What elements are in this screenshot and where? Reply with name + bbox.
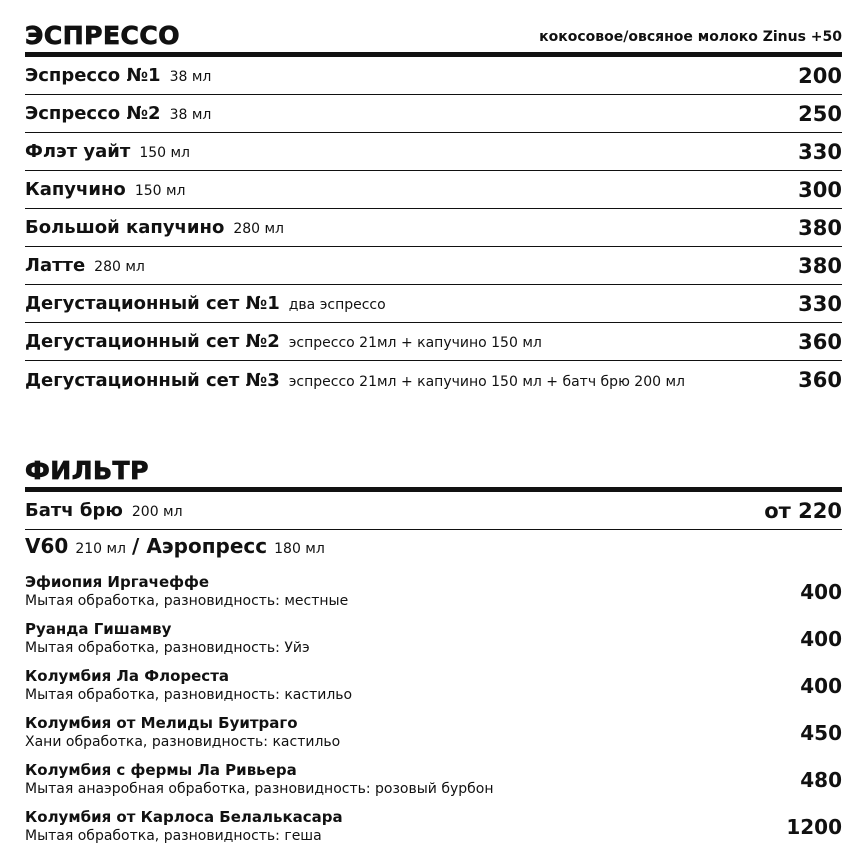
item-volume: эспрессо 21мл + капучино 150 мл + батч брю 200 мл — [288, 373, 685, 390]
item-price: 360 — [798, 329, 842, 354]
bean-item — [25, 803, 842, 850]
bean-description: Мытая обработка, разновидность: кастильо — [25, 687, 353, 703]
item-volume: 280 мл — [233, 221, 285, 237]
bean-item — [25, 709, 842, 756]
espresso-section — [25, 22, 842, 399]
bean-item — [25, 615, 842, 662]
bean-description: Хани обработка, разновидность: кастильо — [25, 734, 341, 750]
v60-label: V60 — [25, 534, 69, 558]
item-price: 380 — [798, 253, 842, 278]
bean-price: 1200 — [786, 814, 842, 839]
bean-price: 400 — [800, 626, 842, 651]
filter-section — [25, 457, 842, 850]
filter-title: ФИЛЬТР — [25, 456, 149, 485]
batch-brew-item — [25, 492, 842, 530]
item-price: от 220 — [764, 498, 842, 523]
bean-name: Колумбия Ла Флореста — [25, 667, 230, 685]
menu-item — [25, 323, 842, 361]
item-price: 360 — [798, 368, 842, 392]
item-name: Большой капучино — [25, 217, 225, 238]
item-name: Эспрессо №1 — [25, 65, 161, 86]
menu-item — [25, 361, 842, 399]
item-price: 330 — [798, 139, 842, 164]
item-volume: два эспрессо — [288, 297, 386, 313]
item-volume: 200 мл — [131, 504, 183, 520]
menu-item — [25, 57, 842, 95]
v60-volume: 210 мл — [75, 541, 126, 557]
item-volume: 38 мл — [169, 107, 212, 123]
bean-item — [25, 756, 842, 803]
item-price: 330 — [798, 291, 842, 316]
item-name: Дегустационный сет №1 — [25, 293, 280, 314]
item-price: 250 — [798, 101, 842, 126]
item-name: Эспрессо №2 — [25, 103, 161, 124]
item-name: Дегустационный сет №2 — [25, 331, 280, 352]
bean-description: Мытая обработка, разновидность: Уйэ — [25, 640, 310, 656]
bean-price: 450 — [800, 720, 842, 745]
bean-name: Эфиопия Иргачеффе — [25, 573, 210, 591]
menu-item — [25, 133, 842, 171]
method-separator: / — [132, 534, 140, 558]
menu-item — [25, 285, 842, 323]
menu-item — [25, 171, 842, 209]
bean-price: 400 — [800, 673, 842, 698]
bean-name: Колумбия от Мелиды Буитраго — [25, 714, 298, 732]
aeropress-volume: 180 мл — [274, 541, 325, 557]
item-name: Дегустационный сет №3 — [25, 369, 280, 391]
bean-item — [25, 568, 842, 615]
bean-name: Колумбия от Карлоса Белалькасара — [25, 808, 343, 826]
bean-name: Руанда Гишамву — [25, 620, 172, 638]
menu-item — [25, 95, 842, 133]
bean-item — [25, 662, 842, 709]
item-volume: 150 мл — [134, 183, 186, 199]
bean-description: Мытая обработка, разновидность: геша — [25, 828, 322, 844]
item-price: 300 — [798, 177, 842, 202]
item-name: Капучино — [25, 179, 126, 200]
item-price: 380 — [798, 215, 842, 240]
item-name: Флэт уайт — [25, 141, 131, 162]
item-name: Батч брю — [25, 500, 123, 521]
bean-description: Мытая обработка, разновидность: местные — [25, 593, 349, 609]
bean-description: Мытая анаэробная обработка, разновидность: розовый бурбон — [25, 781, 494, 797]
aeropress-label: Аэропресс — [146, 534, 268, 558]
brew-methods-heading — [25, 530, 842, 568]
menu-item — [25, 247, 842, 285]
item-volume: 280 мл — [94, 259, 145, 275]
bean-name: Колумбия с фермы Ла Ривьера — [25, 761, 297, 779]
filter-header — [25, 457, 842, 492]
milk-note: кокосовое/овсяное молоко Zinus +50 — [539, 29, 842, 45]
menu-item — [25, 209, 842, 247]
item-price: 200 — [798, 63, 842, 88]
item-name: Латте — [25, 255, 86, 276]
espresso-title: ЭСПРЕССО — [25, 21, 180, 50]
bean-price: 400 — [800, 579, 842, 604]
item-volume: эспрессо 21мл + капучино 150 мл — [288, 335, 542, 351]
item-volume: 150 мл — [139, 145, 191, 161]
item-volume: 38 мл — [169, 69, 212, 85]
bean-price: 480 — [800, 767, 842, 792]
espresso-header — [25, 22, 842, 57]
